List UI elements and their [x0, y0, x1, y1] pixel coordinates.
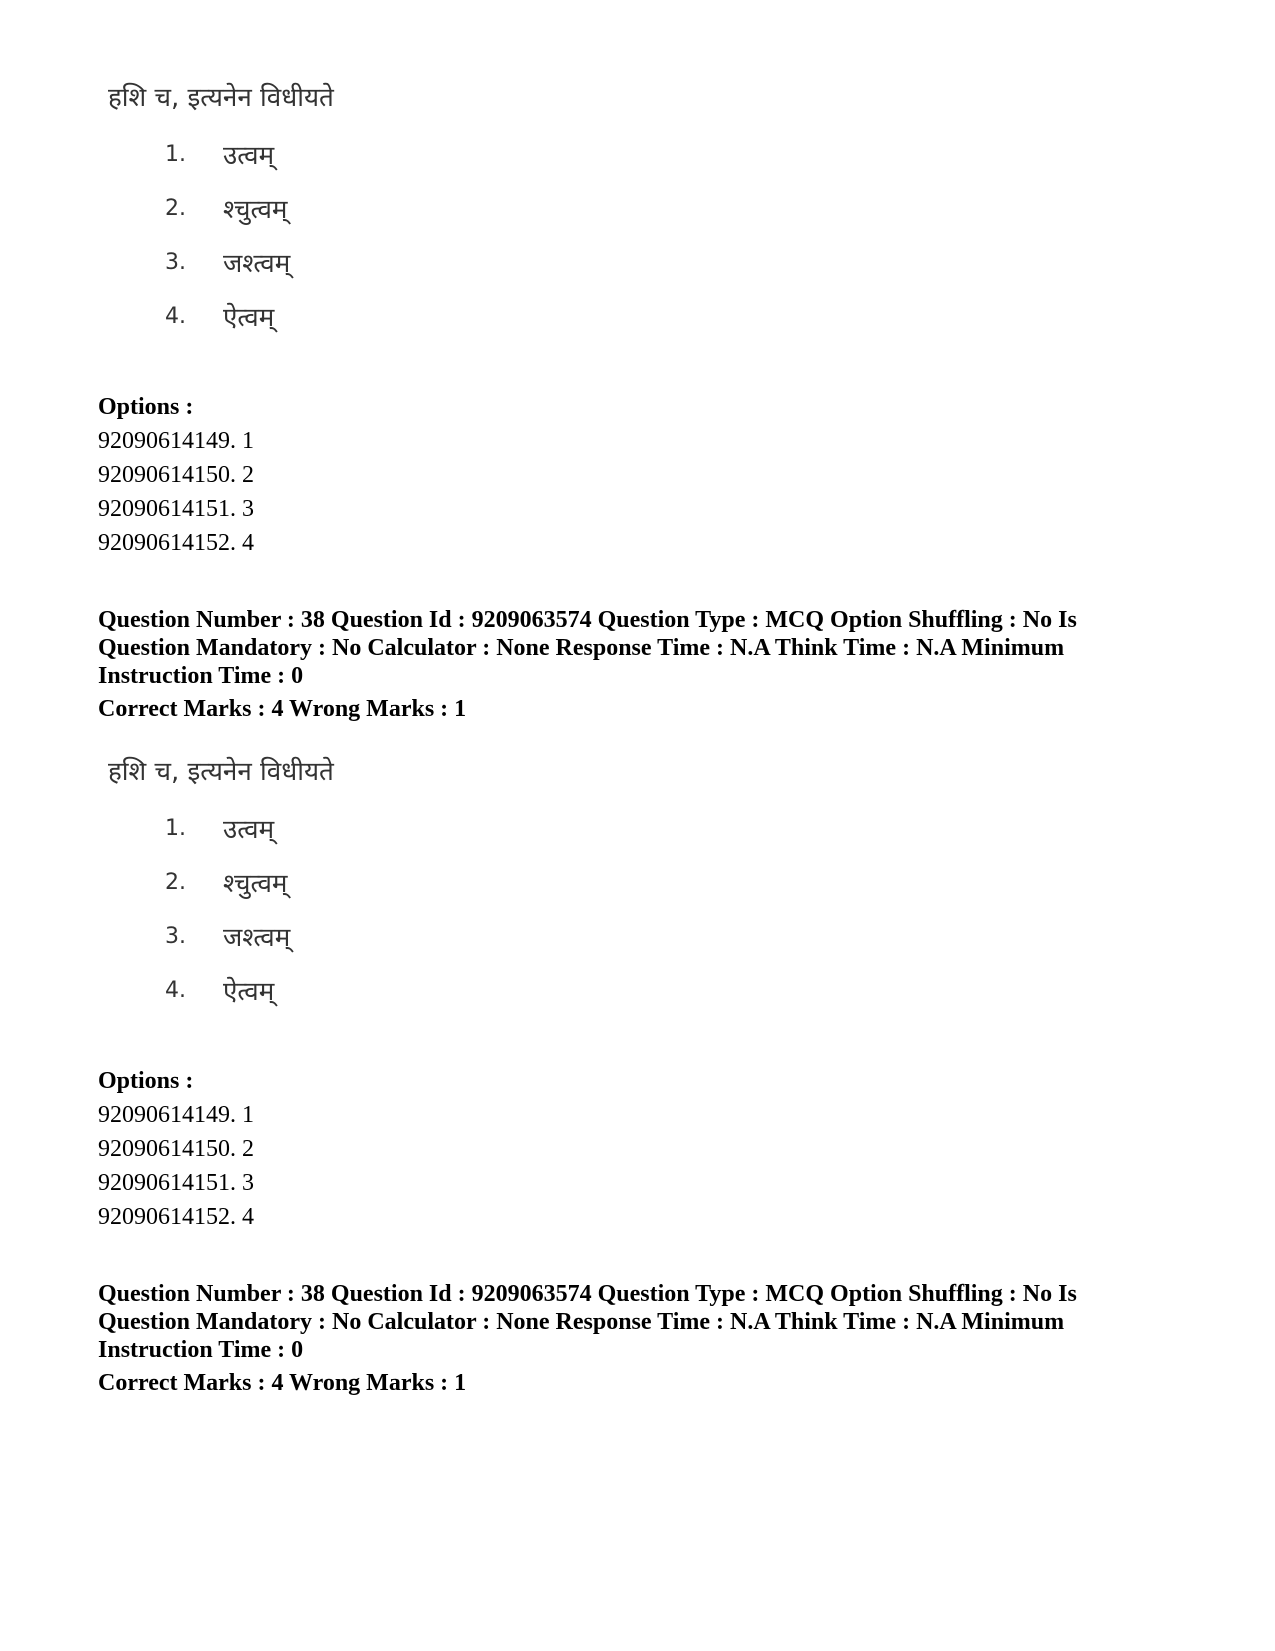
- choice-number: 2.: [165, 196, 186, 221]
- choice-text: उत्वम्: [223, 815, 275, 845]
- question-stem: हशि च, इत्यनेन विधीयते: [108, 757, 334, 787]
- question-stem: हशि च, इत्यनेन विधीयते: [108, 83, 334, 113]
- choice-text: ऐत्वम्: [223, 303, 275, 333]
- question-block-1: [0, 78, 1275, 722]
- question-image: [0, 752, 1275, 1042]
- option-item: 92090614150. 2: [98, 462, 254, 488]
- choice-number: 1.: [165, 142, 186, 167]
- option-item: 92090614152. 4: [98, 1204, 254, 1230]
- options-heading: Options :: [98, 394, 194, 420]
- options-heading: Options :: [98, 1068, 194, 1094]
- choice-number: 4.: [165, 978, 186, 1003]
- option-item: 92090614151. 3: [98, 1170, 254, 1196]
- question-block-2: [0, 752, 1275, 1396]
- options-list: [98, 390, 254, 560]
- options-list: [98, 1064, 254, 1234]
- option-item: 92090614149. 1: [98, 1102, 254, 1128]
- question-metadata: Question Number : 38 Question Id : 9209063574 Question Type : MCQ Option Shuffling : No Is Question Mandatory : No Calculator : None Response Time : N.A Think Time : N.A Minimum Instruction Time : 0: [98, 1281, 1077, 1363]
- choice-text: उत्वम्: [223, 141, 275, 171]
- option-item: 92090614151. 3: [98, 496, 254, 522]
- choice-number: 3.: [165, 250, 186, 275]
- choice-text: श्चुत्वम्: [223, 195, 288, 225]
- choice-number: 2.: [165, 870, 186, 895]
- choice-text: जश्त्वम्: [223, 923, 291, 953]
- choice-number: 3.: [165, 924, 186, 949]
- question-metadata: Question Number : 38 Question Id : 9209063574 Question Type : MCQ Option Shuffling : No Is Question Mandatory : No Calculator : None Response Time : N.A Think Time : N.A Minimum Instruction Time : 0: [98, 607, 1077, 689]
- choice-text: जश्त्वम्: [223, 249, 291, 279]
- option-item: 92090614150. 2: [98, 1136, 254, 1162]
- marks-info: Correct Marks : 4 Wrong Marks : 1: [98, 1370, 467, 1396]
- choice-number: 1.: [165, 816, 186, 841]
- choice-text: ऐत्वम्: [223, 977, 275, 1007]
- choice-number: 4.: [165, 304, 186, 329]
- choice-text: श्चुत्वम्: [223, 869, 288, 899]
- marks-info: Correct Marks : 4 Wrong Marks : 1: [98, 696, 467, 722]
- question-image: [0, 78, 1275, 368]
- option-item: 92090614149. 1: [98, 428, 254, 454]
- option-item: 92090614152. 4: [98, 530, 254, 556]
